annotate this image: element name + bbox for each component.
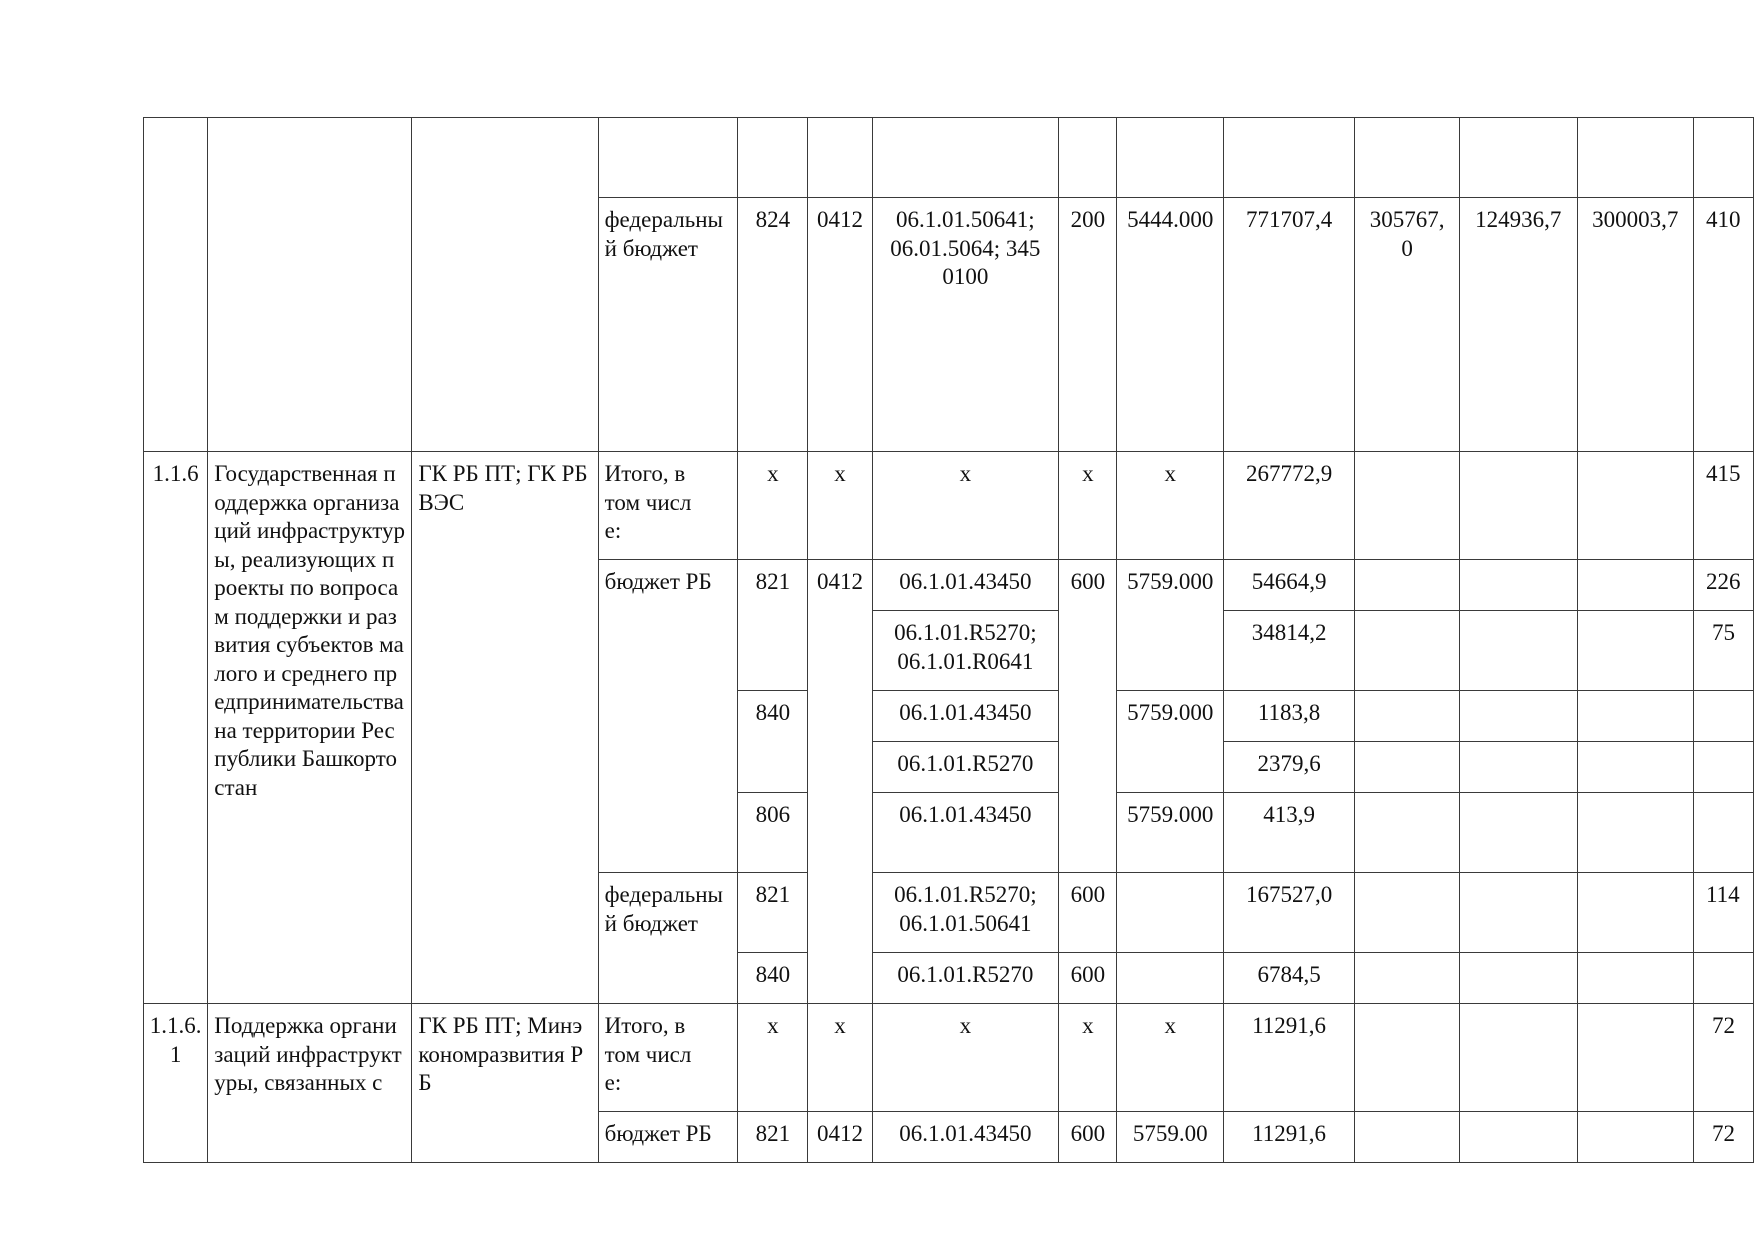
placeholder-x: x	[872, 452, 1059, 560]
table-row	[144, 1004, 1754, 1112]
placeholder-x: x	[1117, 452, 1224, 560]
total-value: 11291,6	[1223, 1004, 1354, 1112]
total-value: 267772,9	[1223, 452, 1354, 560]
grbs-code: 824	[738, 198, 808, 452]
item-number: 1.1.6	[144, 452, 208, 1004]
budget-table	[143, 117, 1754, 1163]
table-row	[144, 118, 1754, 198]
year-4-value: 114	[1694, 873, 1754, 953]
placeholder-x: x	[808, 1004, 872, 1112]
grbs-code: 806	[738, 793, 808, 873]
placeholder-x: x	[738, 1004, 808, 1112]
row-value: 6784,5	[1223, 953, 1354, 1004]
funding-source: федеральный бюджет	[598, 873, 738, 1004]
year-4-value: 72	[1694, 1004, 1754, 1112]
row-value: 2379,6	[1223, 742, 1354, 793]
csr-code: 06.1.01.43450	[872, 560, 1059, 611]
placeholder-x: x	[1117, 1004, 1224, 1112]
year-4-value: 75	[1694, 611, 1754, 691]
row-value: 167527,0	[1223, 873, 1354, 953]
row-value: 34814,2	[1223, 611, 1354, 691]
grbs-code: 840	[738, 691, 808, 793]
row-value: 1183,8	[1223, 691, 1354, 742]
item-name: Государственная поддержка организаций инфраструктуры, реализующих проекты по вопросам поддержки и развития субъектов малого и среднего предпринимательства на территории Республики Башкортостан	[208, 452, 412, 1004]
year-3-value: 300003,7	[1577, 198, 1694, 452]
item-name: Поддержка организаций инфраструктуры, связанных с	[208, 1004, 412, 1163]
year-4-value: 410	[1694, 198, 1754, 452]
row-value: 11291,6	[1223, 1112, 1354, 1163]
grbs-code: 821	[738, 560, 808, 691]
csr-code: 06.1.01.50641; 06.01.5064; 3450100	[872, 198, 1059, 452]
csr-code: 06.1.01.R5270	[872, 953, 1059, 1004]
total-value: 771707,4	[1223, 198, 1354, 452]
csr-code: 06.1.01.43450	[872, 793, 1059, 873]
rzpr-code: 0412	[808, 198, 872, 452]
vr-code: 600	[1059, 953, 1117, 1004]
kosgu-code: 5444.000	[1117, 198, 1224, 452]
grbs-code: 821	[738, 1112, 808, 1163]
placeholder-x: x	[738, 452, 808, 560]
funding-source: федеральный бюджет	[598, 198, 738, 452]
csr-code: 06.1.01.R5270	[872, 742, 1059, 793]
total-label: Итого, в том числе:	[598, 1004, 738, 1112]
year-1-value: 305767,0	[1355, 198, 1460, 452]
kosgu-code: 5759.000	[1117, 793, 1224, 873]
vr-code: 600	[1059, 560, 1117, 873]
funding-source: бюджет РБ	[598, 560, 738, 873]
row-value: 413,9	[1223, 793, 1354, 873]
kosgu-code: 5759.000	[1117, 560, 1224, 691]
rzpr-code: 0412	[808, 560, 872, 1004]
item-executor: ГК РБ ПТ; ГК РБ ВЭС	[412, 452, 598, 1004]
kosgu-code: 5759.00	[1117, 1112, 1224, 1163]
item-executor: ГК РБ ПТ; Минэкономразвития РБ	[412, 1004, 598, 1163]
csr-code: 06.1.01.R5270; 06.1.01.50641	[872, 873, 1059, 953]
csr-code: 06.1.01.R5270; 06.1.01.R0641	[872, 611, 1059, 691]
placeholder-x: x	[872, 1004, 1059, 1112]
row-value: 54664,9	[1223, 560, 1354, 611]
vr-code: 200	[1059, 198, 1117, 452]
placeholder-x: x	[1059, 452, 1117, 560]
csr-code: 06.1.01.43450	[872, 1112, 1059, 1163]
kosgu-code: 5759.000	[1117, 691, 1224, 793]
item-number: 1.1.6.1	[144, 1004, 208, 1163]
grbs-code: 840	[738, 953, 808, 1004]
csr-code: 06.1.01.43450	[872, 691, 1059, 742]
vr-code: 600	[1059, 873, 1117, 953]
year-4-value: 415	[1694, 452, 1754, 560]
year-2-value: 124936,7	[1460, 198, 1577, 452]
total-label: Итого, в том числе:	[598, 452, 738, 560]
placeholder-x: x	[808, 452, 872, 560]
year-4-value: 72	[1694, 1112, 1754, 1163]
year-4-value: 226	[1694, 560, 1754, 611]
vr-code: 600	[1059, 1112, 1117, 1163]
grbs-code: 821	[738, 873, 808, 953]
funding-source: бюджет РБ	[598, 1112, 738, 1163]
rzpr-code: 0412	[808, 1112, 872, 1163]
placeholder-x: x	[1059, 1004, 1117, 1112]
table-row	[144, 452, 1754, 560]
